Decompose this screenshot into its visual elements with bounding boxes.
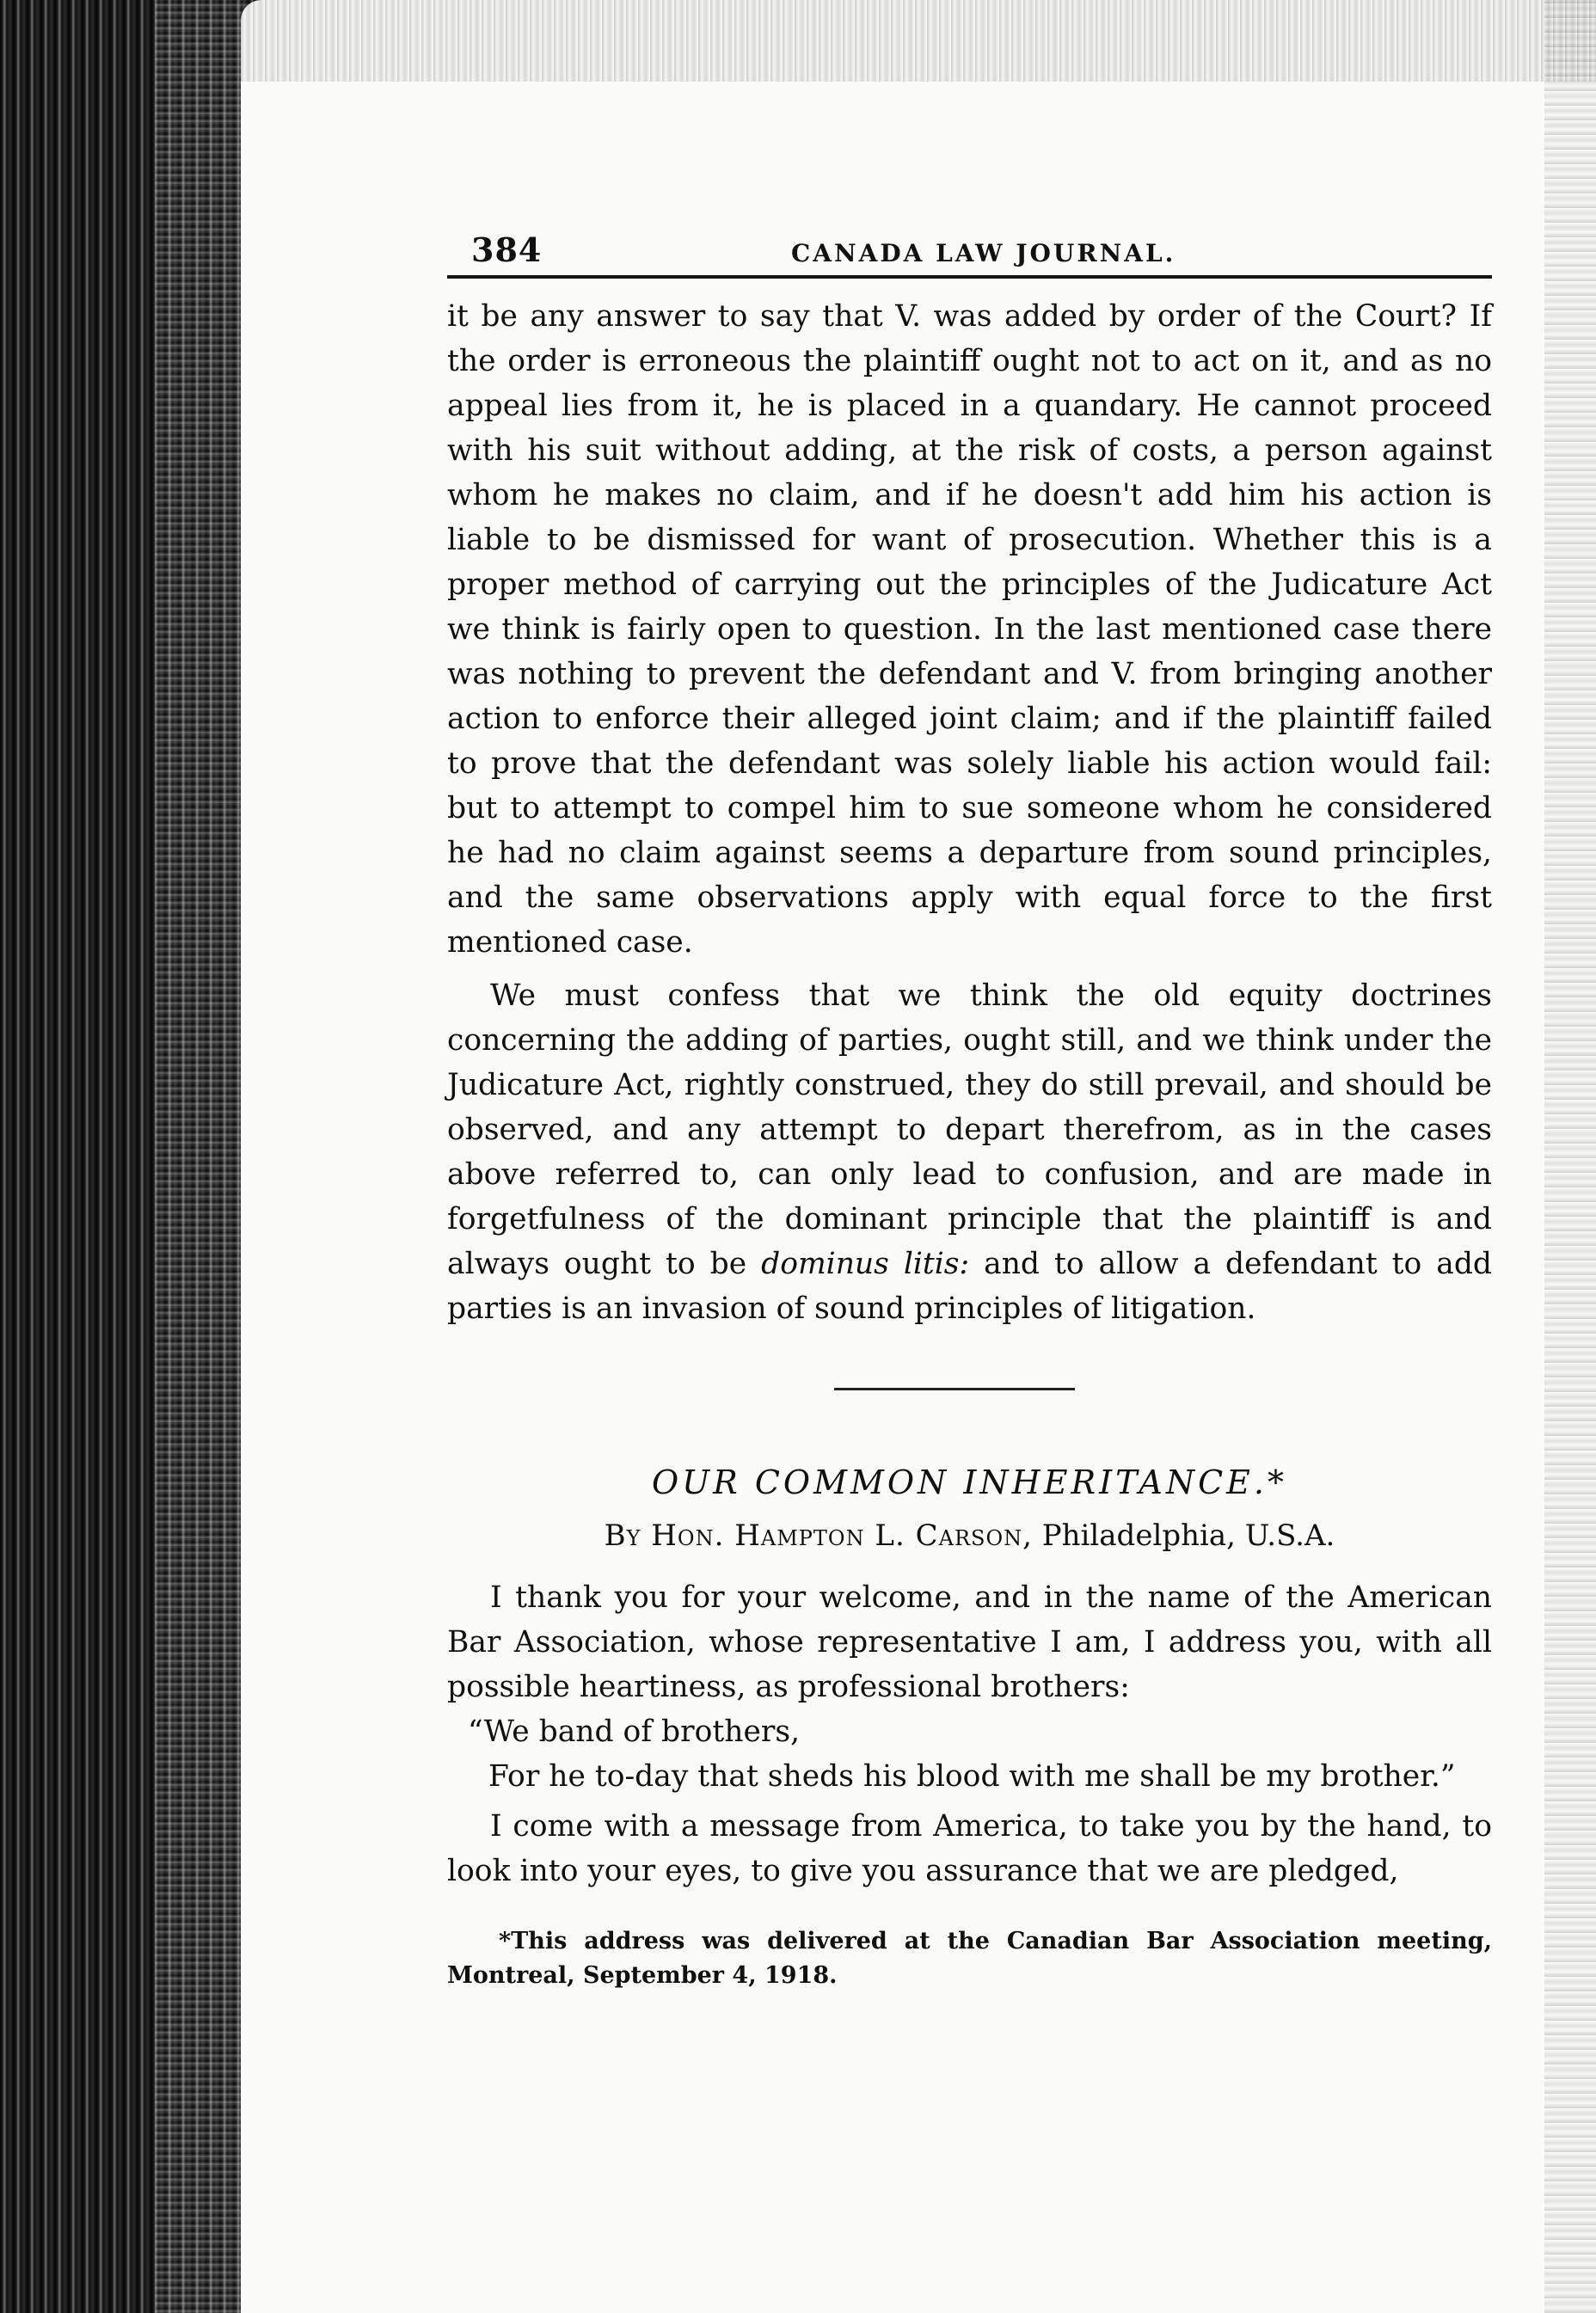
article-body [447,294,1492,1893]
binding-texture [155,0,249,2313]
verse-line: For he to-day that sheds his blood with me shall be my brother.” [488,1759,1456,1794]
footnote-text: *This address was delivered at the Canadian Bar Association meeting, Montreal, September 4, 1918. [447,1928,1492,1989]
paragraph-welcome: I thank you for your welcome, and in the name of the American Bar Association, whose representative I am, I address you, with all possible heartiness, as professional brothers: [447,1580,1492,1704]
running-head: CANADA LAW JOURNAL. [791,239,1176,267]
divider-rule [834,1388,1075,1390]
verse-line: “We band of brothers, [468,1715,801,1749]
page-header [447,215,1492,279]
paragraph-continued: it be any answer to say that V. was added by order of the Court? If the order is erroneous the plaintiff ought not to act on it, and as no appeal lies from it, he is placed in a quandary. He cannot proceed with his suit without adding, at the risk of costs, a person against whom he makes no claim, and if he doesn't add him his action is liable to be dismissed for want of prosecution. Whether this is a proper method of carrying out the principles of the Judicature Act we think is fairly open to question. In the last mentioned case there was nothing to prevent the defendant and V. from bringing another action to enforce their alleged joint claim; and if the plaintiff failed to prove that the defendant was solely liable his action would fail: but to attempt to compel him to sue someone whom he considered he had no claim against seems a departure from sound principles, and the same observations apply with equal force to the first mentioned case. [447,299,1492,960]
paragraph-message: I come with a message from America, to take you by the hand, to look into your eyes, to give you assurance that we are pledged, [447,1809,1492,1888]
page-right-edge-shadow [1544,0,1596,2313]
page-number: 384 [471,230,543,269]
byline-place: Philadelphia, U.S.A. [1041,1518,1335,1553]
article-title: OUR COMMON INHERITANCE.* [651,1463,1287,1501]
page-content [447,215,1492,1993]
footnote [447,1924,1492,1993]
byline-author: By Hon. Hampton L. Carson, [604,1518,1033,1553]
section-divider [447,1372,1492,1424]
paragraph-text: We must confess that we think the old equity doctrines concerning the adding of parties, ought still, and we think under the Judicature Act, rightly construed, they do still prevail, and should be observed, and any attempt to depart therefrom, as in the cases above referred to, can only lead to confusion, and are made in forgetfulness of the dominant principle that the plaintiff is and always ought to be [447,979,1492,1281]
article-byline [447,1512,1492,1560]
paragraph-equity-doctrines [447,973,1492,1331]
italic-latin-phrase: dominus litis: [761,1247,970,1281]
page-top-edge-shadow [241,0,1596,82]
paragraph-text: and to allow a defendant to add parties is an invasion of sound principles of litigation. [447,1247,1493,1326]
